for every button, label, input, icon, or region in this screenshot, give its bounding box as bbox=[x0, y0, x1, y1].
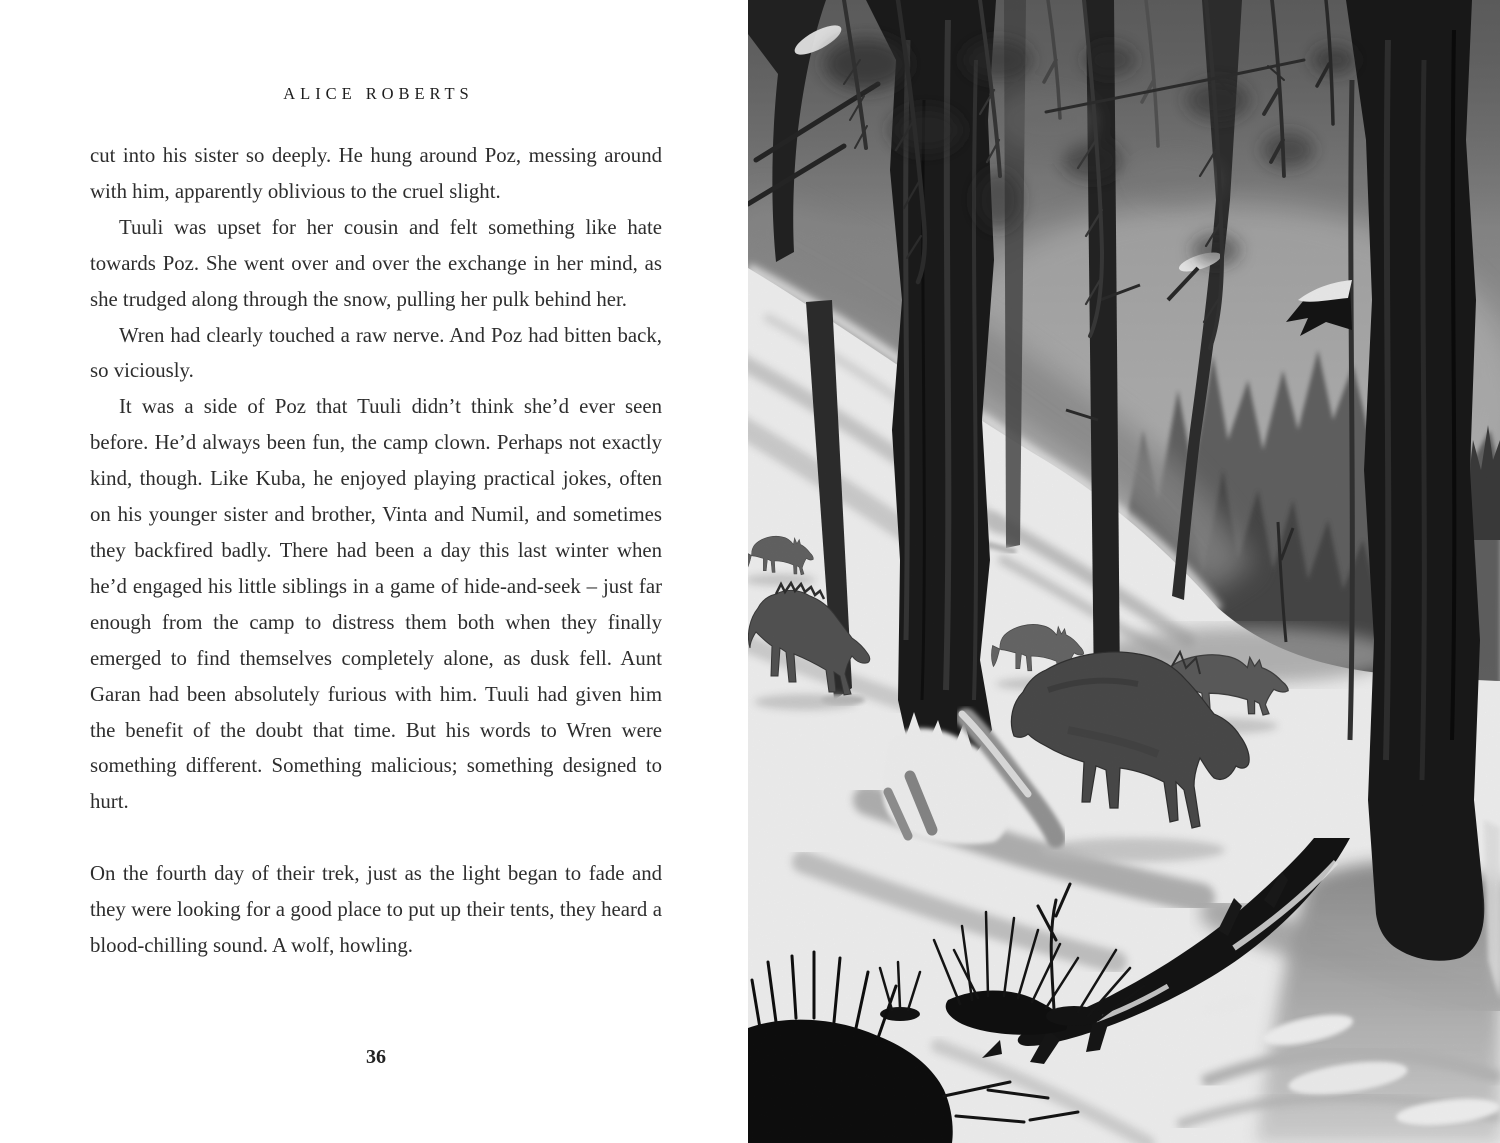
film-grain bbox=[748, 0, 1500, 1143]
paragraph: cut into his sister so deeply. He hung around Poz, messing around with him, apparently oblivious to the cruel slight. bbox=[90, 144, 662, 203]
page-number: 36 bbox=[366, 1046, 386, 1068]
right-page-illustration bbox=[748, 0, 1500, 1143]
wolves-in-snowy-forest-illustration bbox=[748, 0, 1500, 1143]
running-header: ALICE ROBERTS bbox=[283, 84, 474, 103]
paragraph: On the fourth day of their trek, just as the light began to fade and they were looking for a good place to put up their tents, they heard a blood-chilling sound. A wolf, howling. bbox=[90, 862, 662, 957]
left-page bbox=[90, 0, 662, 1143]
body-text bbox=[90, 138, 662, 964]
paragraph: It was a side of Poz that Tuuli didn’t think she’d ever seen before. He’d always been fun, the camp clown. Perhaps not exactly kind, though. Like Kuba, he enjoyed playing practical jokes, often on his younger sister and brother, Vinta and Numil, and sometimes they backfired badly. There had been a day this last winter when he’d engaged his little siblings in a game of hide-and-seek – just far enough from the camp to distress them both when they finally emerged to find themselves completely alone, as dusk fell. Aunt Garan had been absolutely furious with him. Tuuli had given him the benefit of the doubt that time. But his words to Wren were something different. Something malicious; something designed to hurt. bbox=[90, 395, 662, 814]
paragraph: Tuuli was upset for her cousin and felt something like hate towards Poz. She went over and over the exchange in her mind, as she trudged along through the snow, pulling her pulk behind her. bbox=[90, 215, 662, 311]
paragraph: Wren had clearly touched a raw nerve. And Poz had bitten back, so viciously. bbox=[90, 323, 662, 383]
